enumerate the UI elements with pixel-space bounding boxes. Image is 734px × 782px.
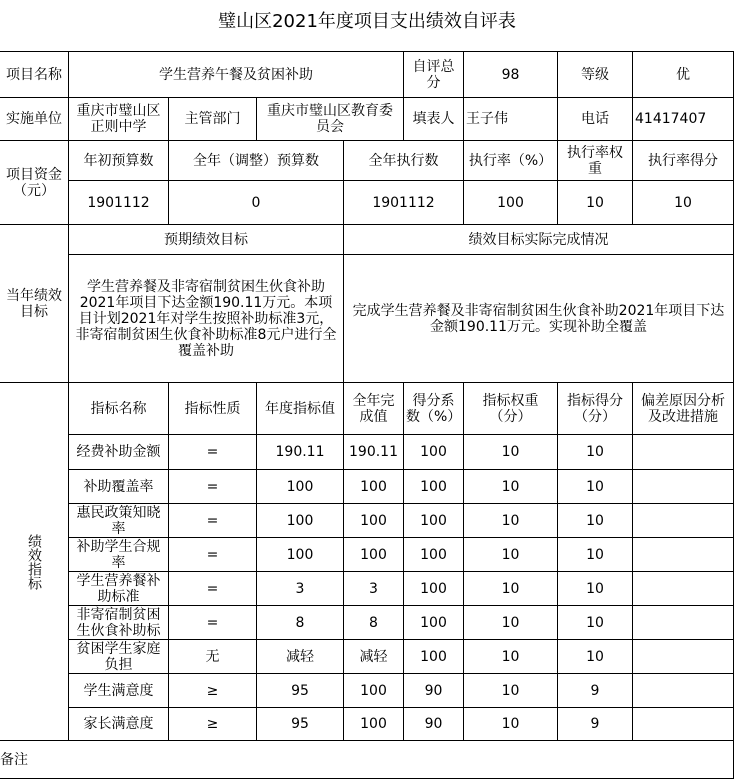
indicator-name: 惠民政策知晓率	[76, 504, 161, 537]
funds-value-weight: 10	[586, 194, 604, 211]
indicator-score: 10	[586, 444, 604, 460]
indicator-note	[633, 708, 733, 740]
remarks-label: 备注	[0, 751, 28, 768]
project-name-value: 学生营养午餐及贫困补助	[159, 66, 313, 83]
ind-header-target: 年度指标值	[265, 400, 335, 417]
indicator-weight: 10	[501, 580, 520, 597]
actual-goal-text: 完成学生营养餐及非寄宿制贫困生伙食补助2021年项目下达金额190.11万元。实现补助全覆盖	[352, 302, 725, 335]
indicator-nature: ≥	[206, 682, 219, 699]
filler-value: 王子伟	[466, 111, 508, 127]
indicator-coef: 90	[424, 716, 443, 732]
indicator-weight: 10	[501, 648, 520, 665]
actual-goal-header: 绩效目标实际完成情况	[468, 231, 609, 248]
indicator-note	[633, 470, 733, 503]
expected-goal-header: 预期绩效目标	[164, 231, 248, 248]
ind-header-note: 偏差原因分析及改进措施	[641, 392, 725, 425]
phone-value: 41417407	[635, 111, 707, 127]
indicator-nature: =	[206, 444, 219, 460]
indicator-target: 3	[295, 580, 305, 597]
indicator-note	[633, 572, 733, 605]
dept-label: 主管部门	[184, 111, 241, 127]
indicator-name: 经费补助金额	[76, 444, 161, 460]
goals-label: 当年绩效目标	[6, 287, 62, 320]
ind-header-name: 指标名称	[90, 400, 147, 417]
self-score-label: 自评总分	[412, 58, 455, 91]
indicator-actual: 100	[360, 546, 387, 563]
ind-header-actual: 全年完成值	[352, 392, 395, 425]
indicator-actual: 100	[360, 478, 387, 495]
indicator-actual: 100	[360, 716, 387, 732]
funds-label: 项目资金（元）	[6, 166, 62, 199]
indicator-coef: 100	[420, 478, 447, 495]
indicator-weight: 10	[501, 512, 520, 529]
indicator-target: 95	[291, 682, 309, 699]
indicator-target: 100	[286, 546, 314, 563]
funds-header-initial: 年初预算数	[83, 152, 154, 169]
indicator-score: 9	[590, 682, 600, 699]
funds-header-weight: 执行率权重	[567, 144, 623, 177]
indicator-weight: 10	[501, 716, 520, 732]
indicator-note	[633, 674, 733, 707]
filler-label: 填表人	[412, 111, 455, 127]
indicator-name: 家长满意度	[83, 716, 154, 732]
indicator-coef: 100	[420, 614, 447, 631]
indicator-score: 10	[586, 648, 604, 665]
indicator-target: 95	[291, 716, 309, 732]
indicator-weight: 10	[501, 682, 520, 699]
indicator-actual: 减轻	[359, 648, 388, 665]
indicator-actual: 190.11	[349, 444, 398, 460]
indicator-nature: =	[206, 546, 219, 563]
indicator-name: 学生满意度	[83, 682, 154, 699]
indicator-note	[633, 640, 733, 673]
indicator-actual: 100	[360, 682, 387, 699]
phone-label: 电话	[581, 111, 609, 127]
page-title: 璧山区2021年度项目支出绩效自评表	[218, 11, 516, 32]
indicator-nature: =	[206, 580, 219, 597]
grade-value: 优	[676, 66, 690, 83]
funds-header-executed: 全年执行数	[368, 152, 439, 169]
funds-header-score: 执行率得分	[648, 152, 718, 169]
indicator-target: 100	[286, 512, 314, 529]
indicator-coef: 100	[420, 444, 447, 460]
unit-label: 实施单位	[6, 111, 62, 127]
indicator-nature: 无	[205, 648, 220, 665]
funds-header-adjusted: 全年（调整）预算数	[193, 152, 319, 169]
indicator-weight: 10	[501, 546, 520, 563]
indicator-actual: 3	[369, 580, 378, 597]
ind-header-weight: 指标权重（分）	[482, 392, 539, 425]
self-score-value: 98	[501, 66, 520, 83]
indicator-name: 贫困学生家庭负担	[76, 640, 161, 673]
indicator-coef: 100	[420, 512, 447, 529]
indicator-name: 非寄宿制贫困生伙食补助标	[76, 606, 161, 639]
indicator-score: 10	[586, 478, 604, 495]
unit-value: 重庆市璧山区正则中学	[76, 103, 161, 135]
ind-header-score: 指标得分（分）	[567, 392, 623, 425]
indicator-score: 10	[586, 614, 604, 631]
indicator-nature: =	[206, 614, 219, 631]
indicator-score: 10	[586, 580, 604, 597]
indicator-target: 减轻	[286, 648, 314, 665]
dept-value: 重庆市璧山区教育委员会	[267, 103, 393, 135]
indicator-note	[633, 504, 733, 537]
indicator-actual: 8	[369, 614, 378, 631]
funds-header-rate: 执行率（%）	[468, 152, 553, 169]
indicator-note	[633, 606, 733, 639]
ind-header-nature: 指标性质	[184, 400, 241, 417]
project-name-label: 项目名称	[6, 66, 62, 83]
indicator-target: 8	[295, 614, 305, 631]
indicator-name: 学生营养餐补助标准	[76, 572, 161, 605]
indicator-nature: ≥	[206, 716, 219, 732]
indicator-nature: =	[206, 478, 219, 495]
indicator-coef: 100	[420, 648, 447, 665]
indicator-coef: 100	[420, 546, 447, 563]
indicators-label: 绩效指标	[26, 533, 42, 590]
indicator-score: 10	[586, 512, 604, 529]
indicator-nature: =	[206, 512, 219, 529]
indicator-name: 补助学生合规率	[76, 538, 161, 571]
indicator-name: 补助覆盖率	[83, 478, 154, 495]
indicator-actual: 100	[360, 512, 387, 529]
funds-value-initial: 1901112	[87, 194, 150, 211]
indicator-score: 9	[590, 716, 600, 732]
funds-value-adjusted: 0	[251, 194, 261, 211]
indicator-weight: 10	[501, 614, 520, 631]
indicator-coef: 90	[424, 682, 443, 699]
indicator-weight: 10	[501, 478, 520, 495]
funds-value-executed: 1901112	[372, 194, 435, 211]
grade-label: 等级	[581, 66, 609, 83]
indicator-target: 190.11	[275, 444, 325, 460]
indicator-target: 100	[286, 478, 314, 495]
indicator-weight: 10	[501, 444, 520, 460]
funds-value-score: 10	[674, 194, 692, 211]
indicator-score: 10	[586, 546, 604, 563]
ind-header-coef: 得分系数（%）	[406, 392, 462, 425]
expected-goal-text: 学生营养餐及非寄宿制贫困生伙食补助2021年项目下达金额190.11万元。本项目计划2021年对学生按照补助标准3元，非寄宿制贫困生伙食补助标准8元户进行全覆盖补助	[75, 278, 337, 359]
indicator-coef: 100	[420, 580, 447, 597]
funds-value-rate: 100	[497, 194, 524, 211]
indicator-note	[633, 435, 733, 469]
indicator-note	[633, 538, 733, 571]
